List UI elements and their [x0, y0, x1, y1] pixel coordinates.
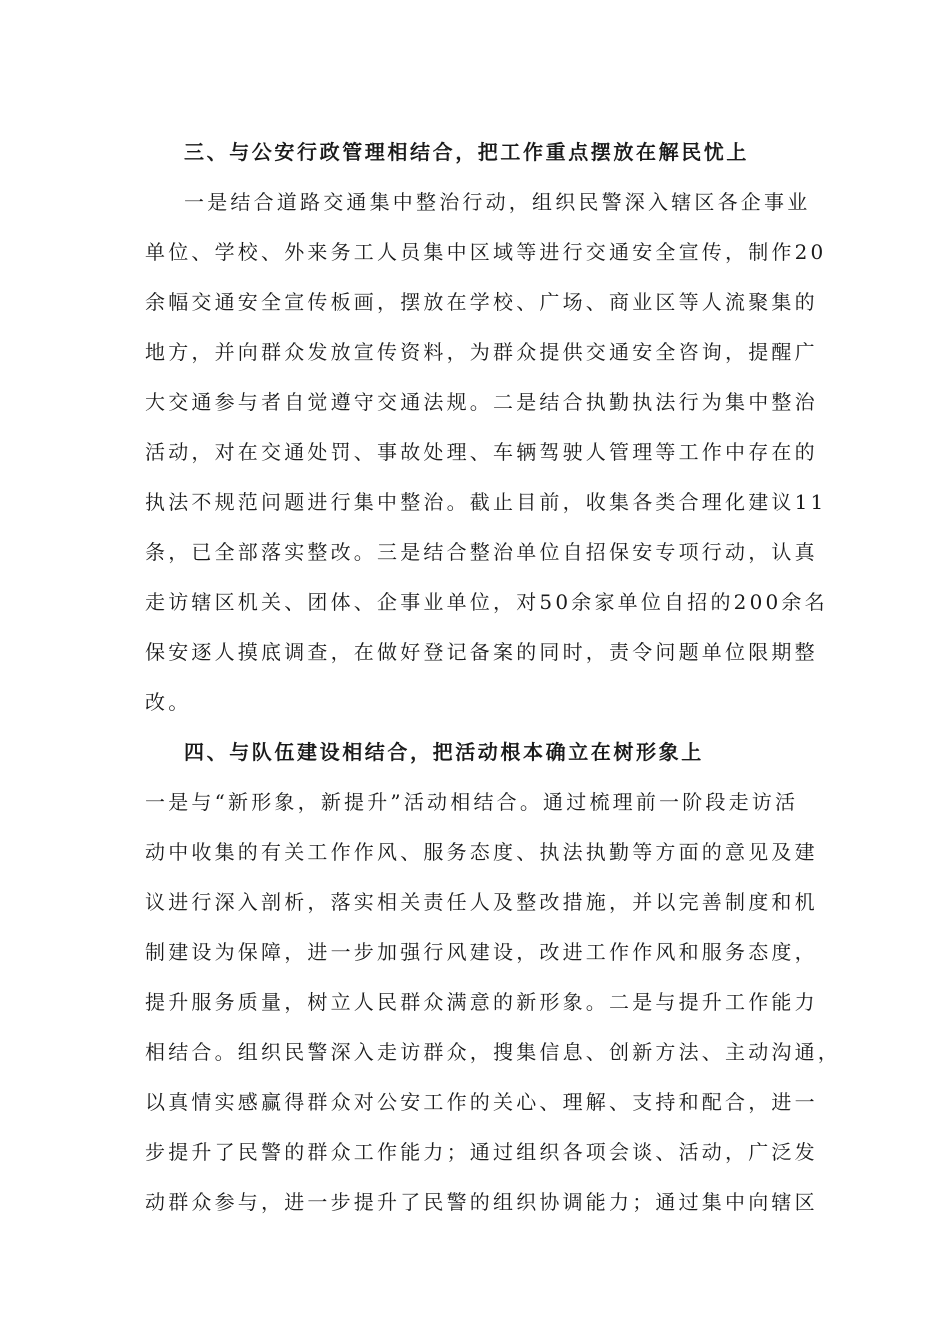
paragraph-line: 步提升了民警的群众工作能力；通过组织各项会谈、活动，广泛发 — [145, 1140, 818, 1164]
paragraph-line: 地方，并向群众发放宣传资料，为群众提供交通安全咨询，提醒广 — [145, 340, 818, 364]
paragraph-line: 动中收集的有关工作作风、服务态度、执法执勤等方面的意见及建 — [145, 840, 818, 864]
section-heading: 三、与公安行政管理相结合，把工作重点摆放在解民忧上 — [184, 140, 749, 164]
paragraph-line: 以真情实感赢得群众对公安工作的关心、理解、支持和配合，进一 — [145, 1090, 818, 1114]
paragraph-line: 单位、学校、外来务工人员集中区域等进行交通安全宣传，制作20 — [145, 240, 827, 264]
paragraph-line: 活动，对在交通处罚、事故处理、车辆驾驶人管理等工作中存在的 — [145, 440, 818, 464]
paragraph-line: 大交通参与者自觉遵守交通法规。二是结合执勤执法行为集中整治 — [145, 390, 818, 414]
paragraph-line: 一是与“新形象，新提升”活动相结合。通过梳理前一阶段走访活 — [145, 790, 799, 814]
paragraph-line: 动群众参与，进一步提升了民警的组织协调能力；通过集中向辖区 — [145, 1190, 818, 1214]
paragraph-line: 余幅交通安全宣传板画，摆放在学校、广场、商业区等人流聚集的 — [145, 290, 818, 314]
paragraph-line: 走访辖区机关、团体、企事业单位，对50余家单位自招的200余名 — [145, 590, 828, 614]
paragraph-line: 提升服务质量，树立人民群众满意的新形象。二是与提升工作能力 — [145, 990, 818, 1014]
paragraph-line: 执法不规范问题进行集中整治。截止目前，收集各类合理化建议11 — [145, 490, 827, 514]
paragraph-line: 议进行深入剖析，落实相关责任人及整改措施，并以完善制度和机 — [145, 890, 818, 914]
section-heading: 四、与队伍建设相结合，把活动根本确立在树形象上 — [184, 740, 704, 764]
paragraph-line: 相结合。组织民警深入走访群众，搜集信息、创新方法、主动沟通， — [145, 1040, 841, 1064]
paragraph-line: 保安逐人摸底调查，在做好登记备案的同时，责令问题单位限期整 — [145, 640, 818, 664]
paragraph-line: 一是结合道路交通集中整治行动，组织民警深入辖区各企事业 — [184, 190, 811, 214]
paragraph-line: 制建设为保障，进一步加强行风建设，改进工作作风和服务态度， — [145, 940, 818, 964]
paragraph-line: 条，已全部落实整改。三是结合整治单位自招保安专项行动，认真 — [145, 540, 818, 564]
paragraph-line: 改。 — [145, 690, 192, 714]
